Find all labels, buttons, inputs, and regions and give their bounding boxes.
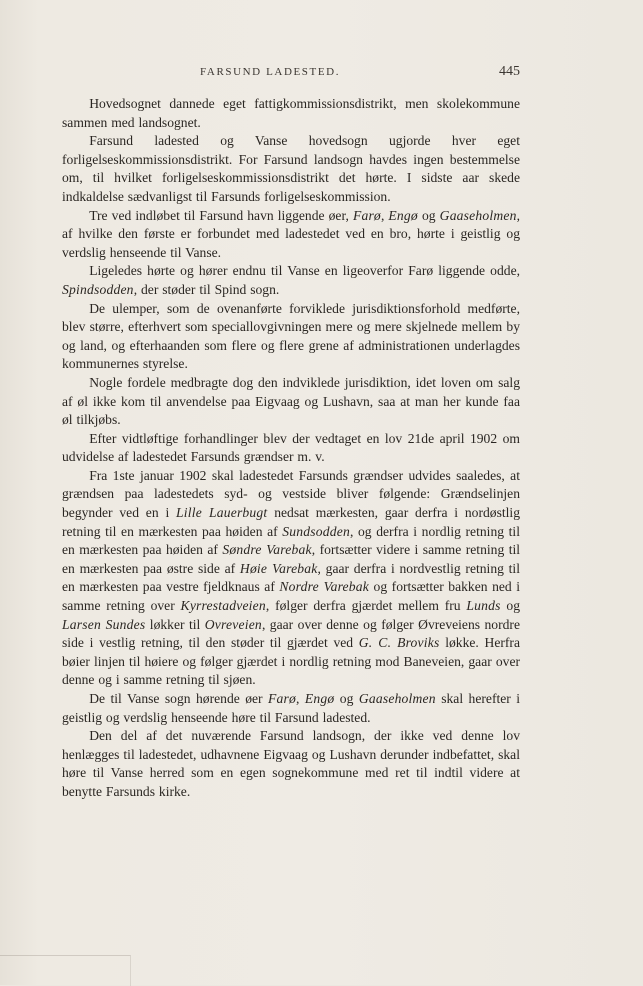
italic-name: Engø (388, 207, 418, 223)
italic-name: Lille Lauerbugt (176, 505, 268, 521)
text-run: , følger derfra gjærdet mellem fru (265, 598, 467, 614)
text-run: Nogle fordele medbragte dog den indviklede jurisdiktion, idet loven om salg af øl ikke kom til anvendelse paa Eigvaag og Lushavn, saa at man her kunde faa øl tilkjøbs. (62, 374, 520, 428)
italic-name: Søndre Varebak (222, 542, 312, 558)
page-number: 445 (499, 64, 520, 79)
text-run: Farsund ladested og Vanse hovedsogn ugjorde hver eget forligelseskommissionsdistrikt. For Farsund landsogn havdes ingen bestemmelse om, til hvilket forligelseskommissionsdistrikt det hørte. I sidste aar skede indkaldelse sædvanligst til Farsunds forligelseskommission. (62, 133, 520, 204)
text-run: , af hvilke den første er forbundet med ladestedet ved en bro, hørte i geistlig og verdslig henseende til Vanse. (62, 207, 521, 260)
italic-name: Nordre Varebak (279, 579, 370, 595)
text-run: nedsat mærkesten, gaar derfra i nordøstlig retning til en mærkesten paa høiden af (62, 505, 520, 539)
paragraph (62, 430, 520, 467)
italic-name: Ovreveien (204, 616, 262, 632)
text-run: Tre ved indløbet til Farsund havn liggende øer, (89, 207, 353, 223)
italic-name: Farø (268, 691, 297, 706)
italic-name: Spindsodden (62, 281, 134, 297)
body-text (62, 95, 520, 802)
italic-name: Lunds (466, 598, 501, 614)
paragraph (62, 300, 520, 374)
text-run: , gaar derfra i nordvestlig retning til en mærkesten paa vestre fjeldknaus af (62, 560, 520, 595)
text-run: De ulemper, som de ovenanførte forviklede jurisdiktionsforhold medførte, blev større, efterhvert som speciallovgivningen mere og mere skjelnede mellem by og land, og efterhaanden som flere og flere grene af administrationen underlagdes kommunernes styrelse. (62, 300, 520, 372)
italic-name: Larsen Sundes (62, 616, 146, 632)
text-run: Efter vidtløftige forhandlinger blev der vedtaget en lov 21de april 1902 om udvidelse af ladestedet Farsunds grændser m. v. (62, 430, 520, 465)
paragraph (62, 132, 520, 206)
text-run: og (334, 691, 359, 706)
text-run: Ligeledes hørte og hører endnu til Vanse en ligeoverfor Farø liggende odde, (89, 263, 520, 279)
italic-name: Kyrrestadveien (180, 598, 266, 614)
italic-name: Farø (352, 207, 381, 223)
italic-name: Sundsodden (282, 523, 350, 539)
text-run: De til Vanse sogn hørende øer (89, 691, 269, 706)
text-run: og fortsætter bakken ned i samme retning over (62, 579, 521, 614)
italic-name: G. C. Broviks (358, 635, 440, 651)
paragraph (62, 95, 520, 132)
paragraph (62, 690, 520, 727)
page-header (200, 66, 520, 84)
text-run: Den del af det nuværende Farsund landsogn, der ikke ved denne lov henlægges til ladestedet, udhavnene Eigvaag og Lushavn derunder indbefattet, skal høre til Vanse herred som en egen sognekommune med ret til indtil videre at benytte Farsunds kirke. (62, 728, 520, 799)
text-run: og (500, 598, 520, 614)
paragraph (62, 467, 520, 690)
paragraph (62, 262, 520, 299)
text-run: , fortsætter videre i samme retning til en mærkesten paa østre side af (62, 542, 521, 576)
italic-name: Engø (304, 691, 335, 706)
paragraph (62, 207, 520, 263)
page-edge-mark (0, 955, 131, 986)
text-run: løkker til (145, 616, 205, 632)
italic-name: Gaaseholmen (439, 207, 517, 223)
paragraph (62, 727, 520, 801)
paragraph (62, 374, 520, 430)
text-run: , gaar over denne og følger Øvreveiens nordre side i vestlig retning, til den støder til gjærdet ved (62, 616, 520, 651)
text-run: løkke. Herfra bøier linjen til høiere og følger gjærdet i nordlig retning mod Baneveien, gaar over denne og i samme retning til sjøen. (62, 635, 520, 688)
text-run: , og derfra i nordlig retning til en mærkesten paa høiden af (62, 523, 520, 558)
text-run: Hovedsognet dannede eget fattigkommissionsdistrikt, men skolekommune sammen med landsognet. (62, 96, 520, 130)
italic-name: Høie Varebak (239, 560, 318, 576)
text-run: Fra 1ste januar 1902 skal ladestedet Farsunds grændser udvides saaledes, at grændsen paa ladestedets syd- og vestside bliver følgende: Grændselinjen begynder ved en i (62, 467, 520, 521)
text-run: og (417, 207, 440, 223)
text-run: skal herefter i geistlig og verdslig henseende høre til Farsund ladested. (62, 691, 521, 725)
text-run: , (296, 691, 305, 706)
text-run: , der støder til Spind sogn. (133, 281, 280, 297)
text-run: , (380, 207, 389, 223)
italic-name: Gaaseholmen (358, 691, 436, 706)
running-head: FARSUND LADESTED. (200, 66, 341, 78)
